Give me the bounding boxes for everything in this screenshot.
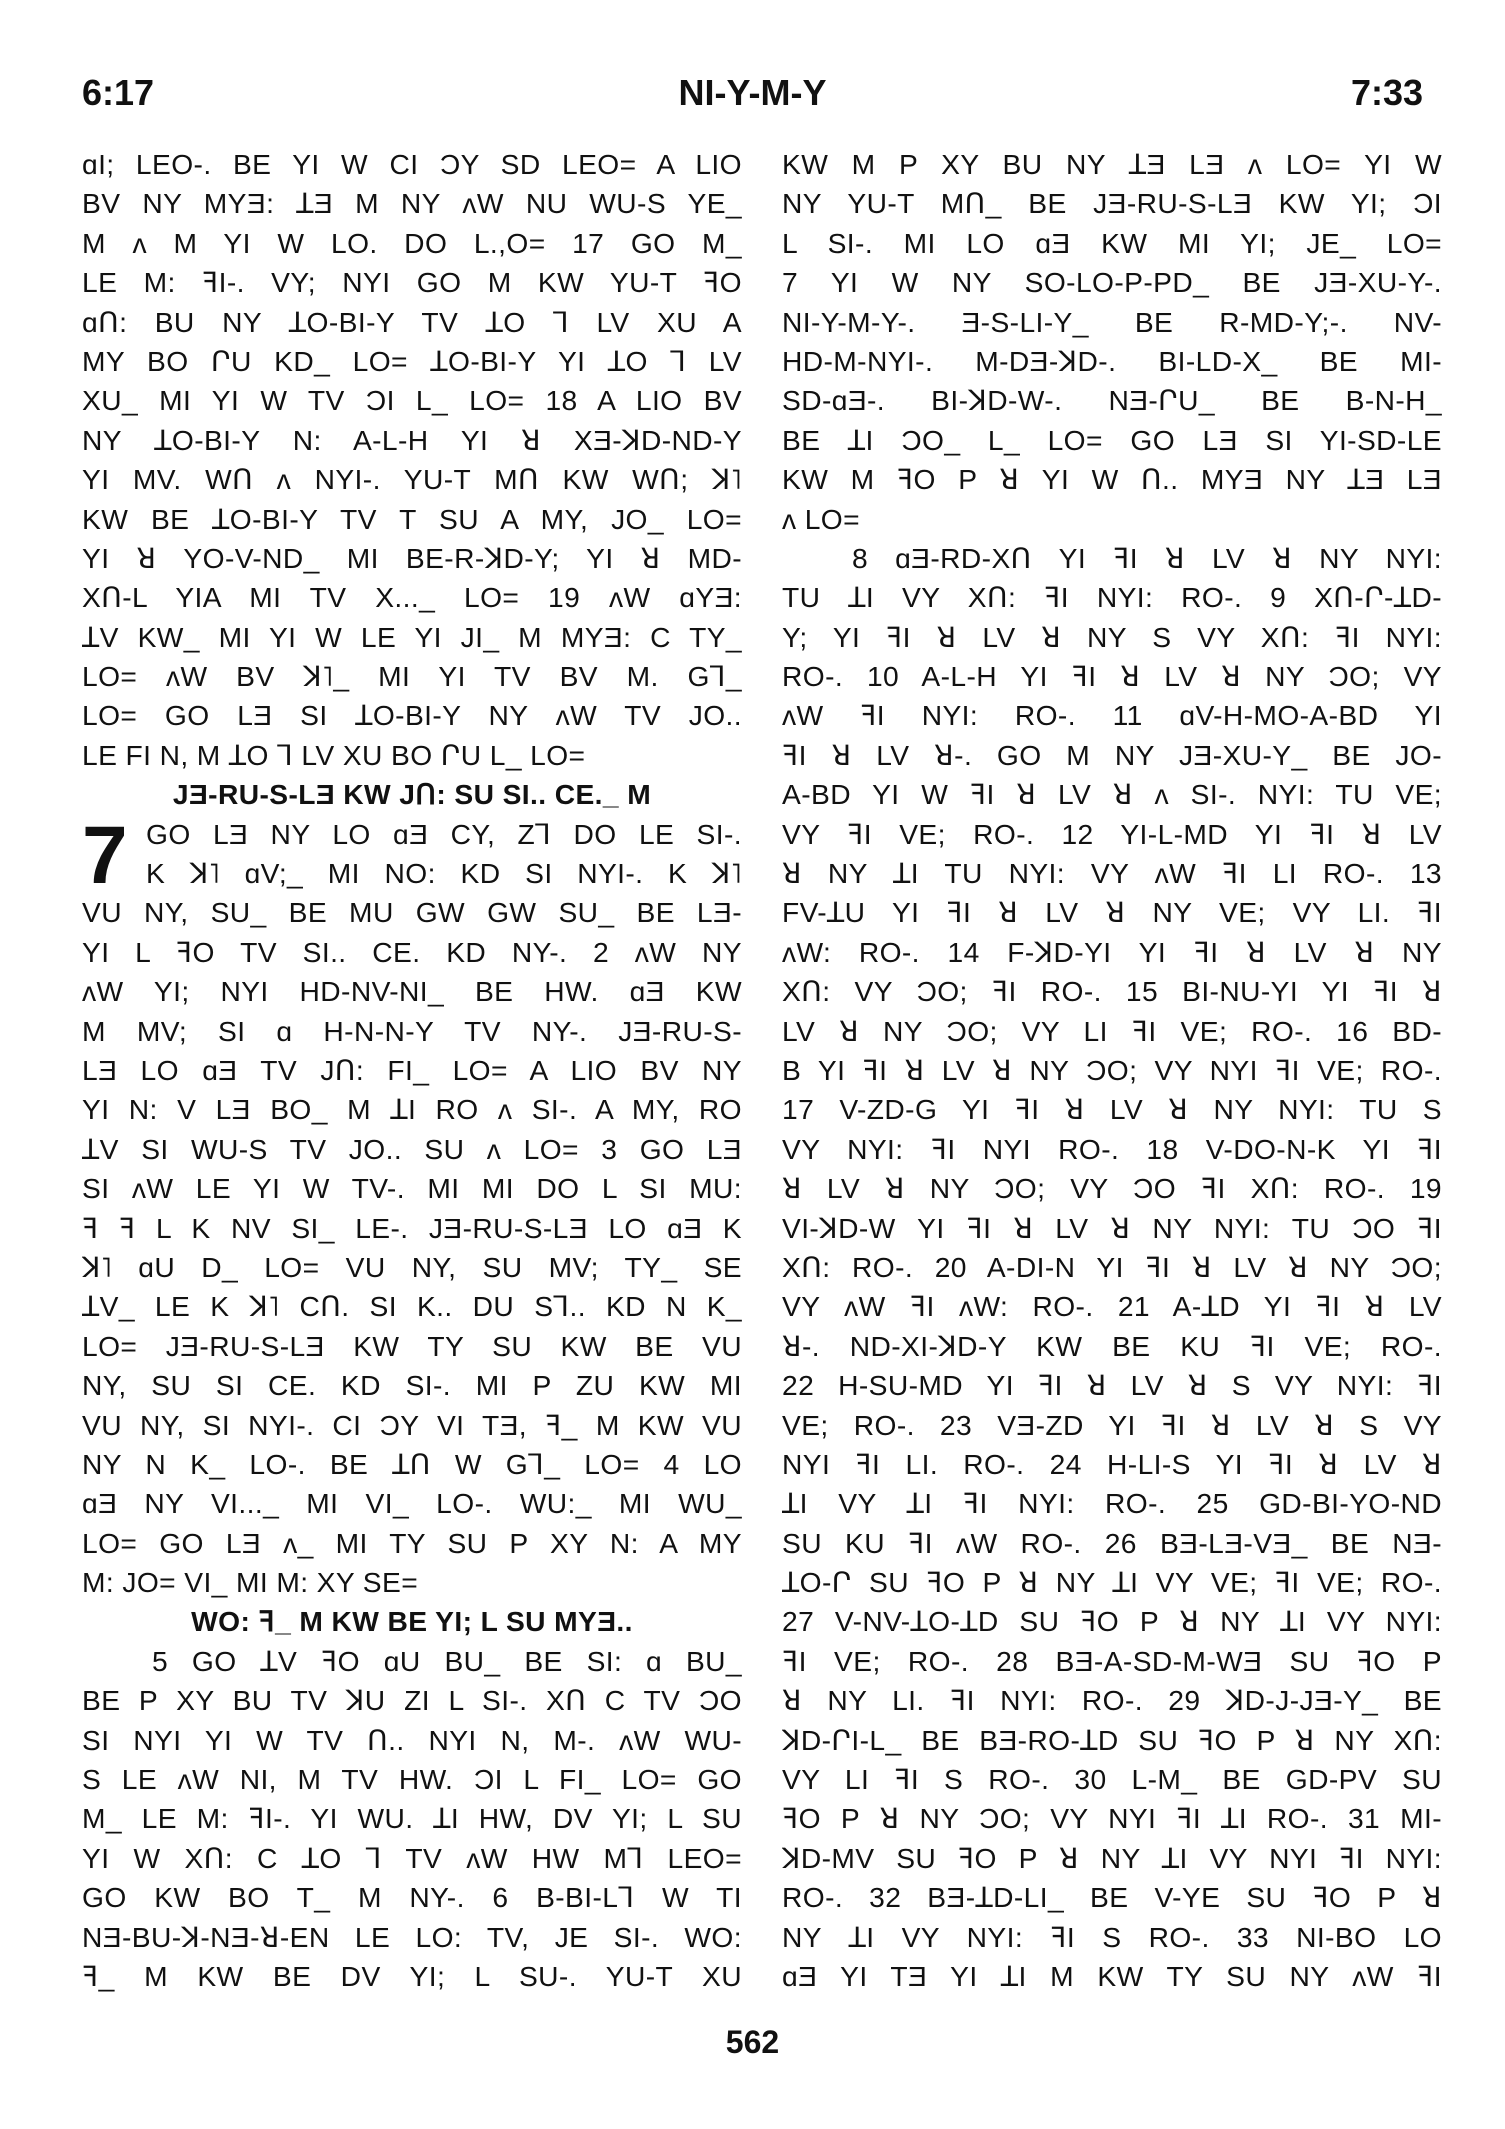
text-line: VY ʌW ꟻI ʌW: RO-. 21 A-ꓕD YI ꟻI ꓤ LV <box>782 1290 1442 1323</box>
text-line: ɑƎ YI TƎ YI ꓕI M KW TY SU NY ʌW ꟻI <box>782 1959 1442 1992</box>
text-line: YI MV. WՈ ʌ NYI-. YU-T MՈ KW WՈ; ꓘ˥ <box>82 463 742 496</box>
text-line: B YI ꟻI ꓤ LV ꓤ NY ƆO; VY NYI ꟻI VE; RO-. <box>782 1053 1442 1086</box>
text-line: M ʌ M YI W LO. DO L.,O= 17 GO M_ <box>82 226 742 259</box>
text-line: SI NYI YI W TV Ո.. NYI N, M-. ʌW WU- <box>82 1723 742 1756</box>
text-line: ꓘD-ՐI-L_ BE BƎ-RO-ꓕD SU ꟻO P ꓤ NY XՈ: <box>782 1723 1442 1756</box>
text-line: RO-. 10 A-L-H YI ꟻI ꓤ LV ꓤ NY ƆO; VY <box>782 660 1442 693</box>
section-heading: JƎ-RU-S-LƎ KW JՈ: SU SI.. CE._ M <box>172 778 652 811</box>
text-line: KW M P XY BU NY ꓕƎ LƎ ʌ LO= YI W <box>782 148 1442 180</box>
text-line: VY LI ꟻI S RO-. 30 L-M_ BE GD-PV SU <box>782 1763 1442 1796</box>
text-line: XՈ: RO-. 20 A-DI-N YI ꟻI ꓤ LV ꓤ NY ƆO; <box>782 1250 1442 1283</box>
text-line: BV NY MYƎ: ꓕƎ M NY ʌW NU WU-S YE_ <box>82 187 742 220</box>
text-line: BE P XY BU TV ꓘU ZI L SI-. XՈ C TV ƆO <box>82 1684 742 1717</box>
text-line: NY ꓕI VY NYI: ꟻI S RO-. 33 NI-BO LO <box>782 1920 1442 1953</box>
text-line: M MV; SI ɑ H-N-N-Y TV NY-. JƎ-RU-S- <box>82 1014 742 1047</box>
text-line: 17 V-ZD-G YI ꟻI ꓤ LV ꓤ NY NYI: TU S <box>782 1093 1442 1126</box>
text-line: YI N: V LƎ BO_ M ꓕI RO ʌ SI-. A MY, RO <box>82 1093 742 1126</box>
text-line: NƎ-BU-ꓘ-NƎ-ꓤ-EN LE LO: TV, JE SI-. WO: <box>82 1920 742 1953</box>
text-line: SU KU ꟻI ʌW RO-. 26 BƎ-LƎ-VƎ_ BE NƎ- <box>782 1526 1442 1559</box>
text-line: XՈ-L YIA MI TV X..._ LO= 19 ʌW ɑYƎ: <box>82 581 742 614</box>
text-line: KW M ꟻO P ꓤ YI W Ո.. MYƎ NY ꓕƎ LƎ <box>782 463 1442 496</box>
text-line: LE FI N, M ꓕO ⅂ LV XU BO ՐU L_ LO= <box>82 738 586 771</box>
text-line: LE M: ꟻI-. VY; NYI GO M KW YU-T ꟻO <box>82 266 742 299</box>
text-line: ꓕV_ LE K ꓘ˥ CՈ. SI K.. DU S⅂.. KD N K_ <box>82 1290 742 1323</box>
text-line: FV-ꓕU YI ꟻI ꓤ LV ꓤ NY VE; VY LI. ꟻI <box>782 896 1442 929</box>
text-line: Y; YI ꟻI ꓤ LV ꓤ NY S VY XՈ: ꟻI NYI: <box>782 620 1442 653</box>
chapter-number: 7 <box>82 810 128 901</box>
text-line: YI L ꟻO TV SI.. CE. KD NY-. 2 ʌW NY <box>82 935 742 968</box>
text-line: VE; RO-. 23 VƎ-ZD YI ꟻI ꓤ LV ꓤ S VY <box>782 1408 1442 1441</box>
text-line: ꓤ-. ND-XI-ꓘD-Y KW BE KU ꟻI VE; RO-. <box>782 1329 1442 1362</box>
text-line: RO-. 32 BƎ-ꓕD-LI_ BE V-YE SU ꟻO P ꓤ <box>782 1881 1442 1914</box>
text-line: XU_ MI YI W TV ƆI L_ LO= 18 A LIO BV <box>82 384 742 417</box>
text-line: VU NY, SU_ BE MU GW GW SU_ BE LƎ- <box>82 896 742 929</box>
text-line: NYI ꟻI LI. RO-. 24 H-LI-S YI ꟻI ꓤ LV ꓤ <box>782 1447 1442 1480</box>
text-line: VY ꟻI VE; RO-. 12 YI-L-MD YI ꟻI ꓤ LV <box>782 817 1442 850</box>
text-line: GO LƎ NY LO ɑƎ CY, Z⅂ DO LE SI-. <box>146 817 742 850</box>
text-line: KW BE ꓕO-BI-Y TV T SU A MY, JO_ LO= <box>82 502 742 535</box>
text-line: ꟻI VE; RO-. 28 BƎ-A-SD-M-WƎ SU ꟻO P <box>782 1644 1442 1677</box>
text-line: ꓕV KW_ MI YI W LE YI JI_ M MYƎ: C TY_ <box>82 620 742 653</box>
section-heading: WO: ꟻ_ M KW BE YI; L SU MYƎ.. <box>191 1605 633 1638</box>
header-verse-start: 6:17 <box>82 72 155 113</box>
text-line: LV ꓤ NY ƆO; VY LI ꟻI VE; RO-. 16 BD- <box>782 1014 1442 1047</box>
text-line: YI ꓤ YO-V-ND_ MI BE-R-ꓘD-Y; YI ꓤ MD- <box>82 541 742 574</box>
text-line: VY NYI: ꟻI NYI RO-. 18 V-DO-N-K YI ꟻI <box>782 1132 1442 1165</box>
text-line: NY, SU SI CE. KD SI-. MI P ZU KW MI <box>82 1369 742 1402</box>
text-line: M_ LE M: ꟻI-. YI WU. ꓕI HW, DV YI; L SU <box>82 1802 742 1835</box>
text-line: A-BD YI W ꟻI ꓤ LV ꓤ ʌ SI-. NYI: TU VE; <box>782 778 1442 811</box>
text-line: BE ꓕI ƆO_ L_ LO= GO LƎ SI YI-SD-LE <box>782 423 1442 456</box>
text-line: MY BO ՐU KD_ LO= ꓕO-BI-Y YI ꓕO ⅂ LV <box>82 344 742 377</box>
text-line: ꓘ˥ ɑU D_ LO= VU NY, SU MV; TY_ SE <box>82 1250 742 1283</box>
page-number: 562 <box>725 2024 780 2060</box>
text-line: GO KW BO T_ M NY-. 6 B-BI-L⅂ W TI <box>82 1881 742 1914</box>
header-book-title: NI-Y-M-Y <box>678 72 827 113</box>
text-line: LO= GO LƎ SI ꓕO-BI-Y NY ʌW TV JO.. <box>82 699 742 732</box>
text-line: SD-ɑƎ-. BI-ꓘD-W-. NƎ-ՐU_ BE B-N-H_ <box>782 384 1442 417</box>
text-line: ꓤ NY ꓕI TU NYI: VY ʌW ꟻI LI RO-. 13 <box>782 857 1442 890</box>
text-line: SI ʌW LE YI W TV-. MI MI DO L SI MU: <box>82 1172 742 1205</box>
header-verse-end: 7:33 <box>1350 72 1423 113</box>
text-line: ɑՈ: BU NY ꓕO-BI-Y TV ꓕO ⅂ LV XU A <box>82 305 742 338</box>
text-line: ꓕI VY ꓕI ꟻI NYI: RO-. 25 GD-BI-YO-ND <box>782 1487 1442 1520</box>
text-line: ʌW ꟻI NYI: RO-. 11 ɑV-H-MO-A-BD YI <box>782 699 1442 732</box>
text-line: TU ꓕI VY XՈ: ꟻI NYI: RO-. 9 XՈ-Ր-ꓕD- <box>782 581 1442 614</box>
text-line: L SI-. MI LO ɑƎ KW MI YI; JE_ LO= <box>782 226 1442 259</box>
text-line: ʌ LO= <box>782 502 860 535</box>
text-line: K ꓘ˥ ɑV;_ MI NO: KD SI NYI-. K ꓘ˥ <box>146 857 742 890</box>
text-line: VI-ꓘD-W YI ꟻI ꓤ LV ꓤ NY NYI: TU ƆO ꟻI <box>782 1211 1442 1244</box>
text-line: S LE ʌW NI, M TV HW. ƆI L FI_ LO= GO <box>82 1763 742 1796</box>
text-line: 27 V-NV-ꓕO-ꓕD SU ꟻO P ꓤ NY ꓕI VY NYI: <box>782 1605 1442 1638</box>
text-line: 7 YI W NY SO-LO-P-PD_ BE JƎ-XU-Y-. <box>782 266 1442 299</box>
text-line: 22 H-SU-MD YI ꟻI ꓤ LV ꓤ S VY NYI: ꟻI <box>782 1369 1442 1402</box>
text-line: 5 GO ꓕV ꟻO ɑU BU_ BE SI: ɑ BU_ <box>152 1644 742 1677</box>
text-line: LO= ʌW BV ꓘ˥_ MI YI TV BV M. G⅂_ <box>82 660 742 693</box>
text-line: ꓤ NY LI. ꟻI NYI: RO-. 29 ꓘD-J-JƎ-Y_ BE <box>782 1684 1442 1717</box>
text-line: NY N K_ LO-. BE ꓕՈ W G⅂_ LO= 4 LO <box>82 1447 742 1480</box>
text-line: ꓘD-MV SU ꟻO P ꓤ NY ꓕI VY NYI ꟻI NYI: <box>782 1841 1442 1874</box>
text-line: ʌW: RO-. 14 F-ꓘD-YI YI ꟻI ꓤ LV ꓤ NY <box>782 935 1442 968</box>
text-line: ɑƎ NY VI..._ MI VI_ LO-. WU:_ MI WU_ <box>82 1487 742 1520</box>
text-line: ꟻ_ M KW BE DV YI; L SU-. YU-T XU <box>82 1959 742 1992</box>
text-line: XՈ: VY ƆO; ꟻI RO-. 15 BI-NU-YI YI ꟻI ꓤ <box>782 975 1442 1008</box>
text-line: ꓕO-Ր SU ꟻO P ꓤ NY ꓕI VY VE; ꟻI VE; RO-. <box>782 1566 1442 1599</box>
running-header <box>82 72 1423 122</box>
text-line: M: JO= VI_ MI M: XY SE= <box>82 1566 419 1599</box>
text-line: ꓤ LV ꓤ NY ƆO; VY ƆO ꟻI XՈ: RO-. 19 <box>782 1172 1442 1205</box>
left-text-column <box>82 145 742 1996</box>
text-line: LO= JƎ-RU-S-LƎ KW TY SU KW BE VU <box>82 1329 742 1362</box>
text-line: NI-Y-M-Y-. Ǝ-S-LI-Y_ BE R-MD-Y;-. NV- <box>782 305 1442 338</box>
text-line: ꟻ ꟻ L K NV SI_ LE-. JƎ-RU-S-LƎ LO ɑƎ K <box>82 1211 742 1244</box>
text-line: ꓕV SI WU-S TV JO.. SU ʌ LO= 3 GO LƎ <box>82 1132 742 1165</box>
text-line: ɑI; LEO-. BE YI W CI ƆY SD LEO= A LIO <box>82 148 742 180</box>
text-line: LƎ LO ɑƎ TV JՈ: FI_ LO= A LIO BV NY <box>82 1053 742 1086</box>
text-line: 8 ɑƎ-RD-XՈ YI ꟻI ꓤ LV ꓤ NY NYI: <box>852 541 1442 574</box>
text-line: VU NY, SI NYI-. CI ƆY VI TƎ, ꟻ_ M KW VU <box>82 1408 742 1441</box>
text-line: HD-M-NYI-. M-DƎ-ꓘD-. BI-LD-X_ BE MI- <box>782 344 1442 377</box>
text-line: ꟻI ꓤ LV ꓤ-. GO M NY JƎ-XU-Y_ BE JO- <box>782 738 1442 771</box>
text-line: YI W XՈ: C ꓕO ⅂ TV ʌW HW M⅂ LEO= <box>82 1841 742 1874</box>
text-line: LO= GO LƎ ʌ_ MI TY SU P XY N: A MY <box>82 1526 742 1559</box>
text-line: ʌW YI; NYI HD-NV-NI_ BE HW. ɑƎ KW <box>82 975 742 1008</box>
text-line: ꟻO P ꓤ NY ƆO; VY NYI ꟻI ꓕI RO-. 31 MI- <box>782 1802 1442 1835</box>
text-line: NY YU-T MՈ_ BE JƎ-RU-S-LƎ KW YI; ƆI <box>782 187 1442 220</box>
text-line: NY ꓕO-BI-Y N: A-L-H YI ꓤ XƎ-ꓘD-ND-Y <box>82 423 742 456</box>
right-text-column <box>782 145 1442 1996</box>
